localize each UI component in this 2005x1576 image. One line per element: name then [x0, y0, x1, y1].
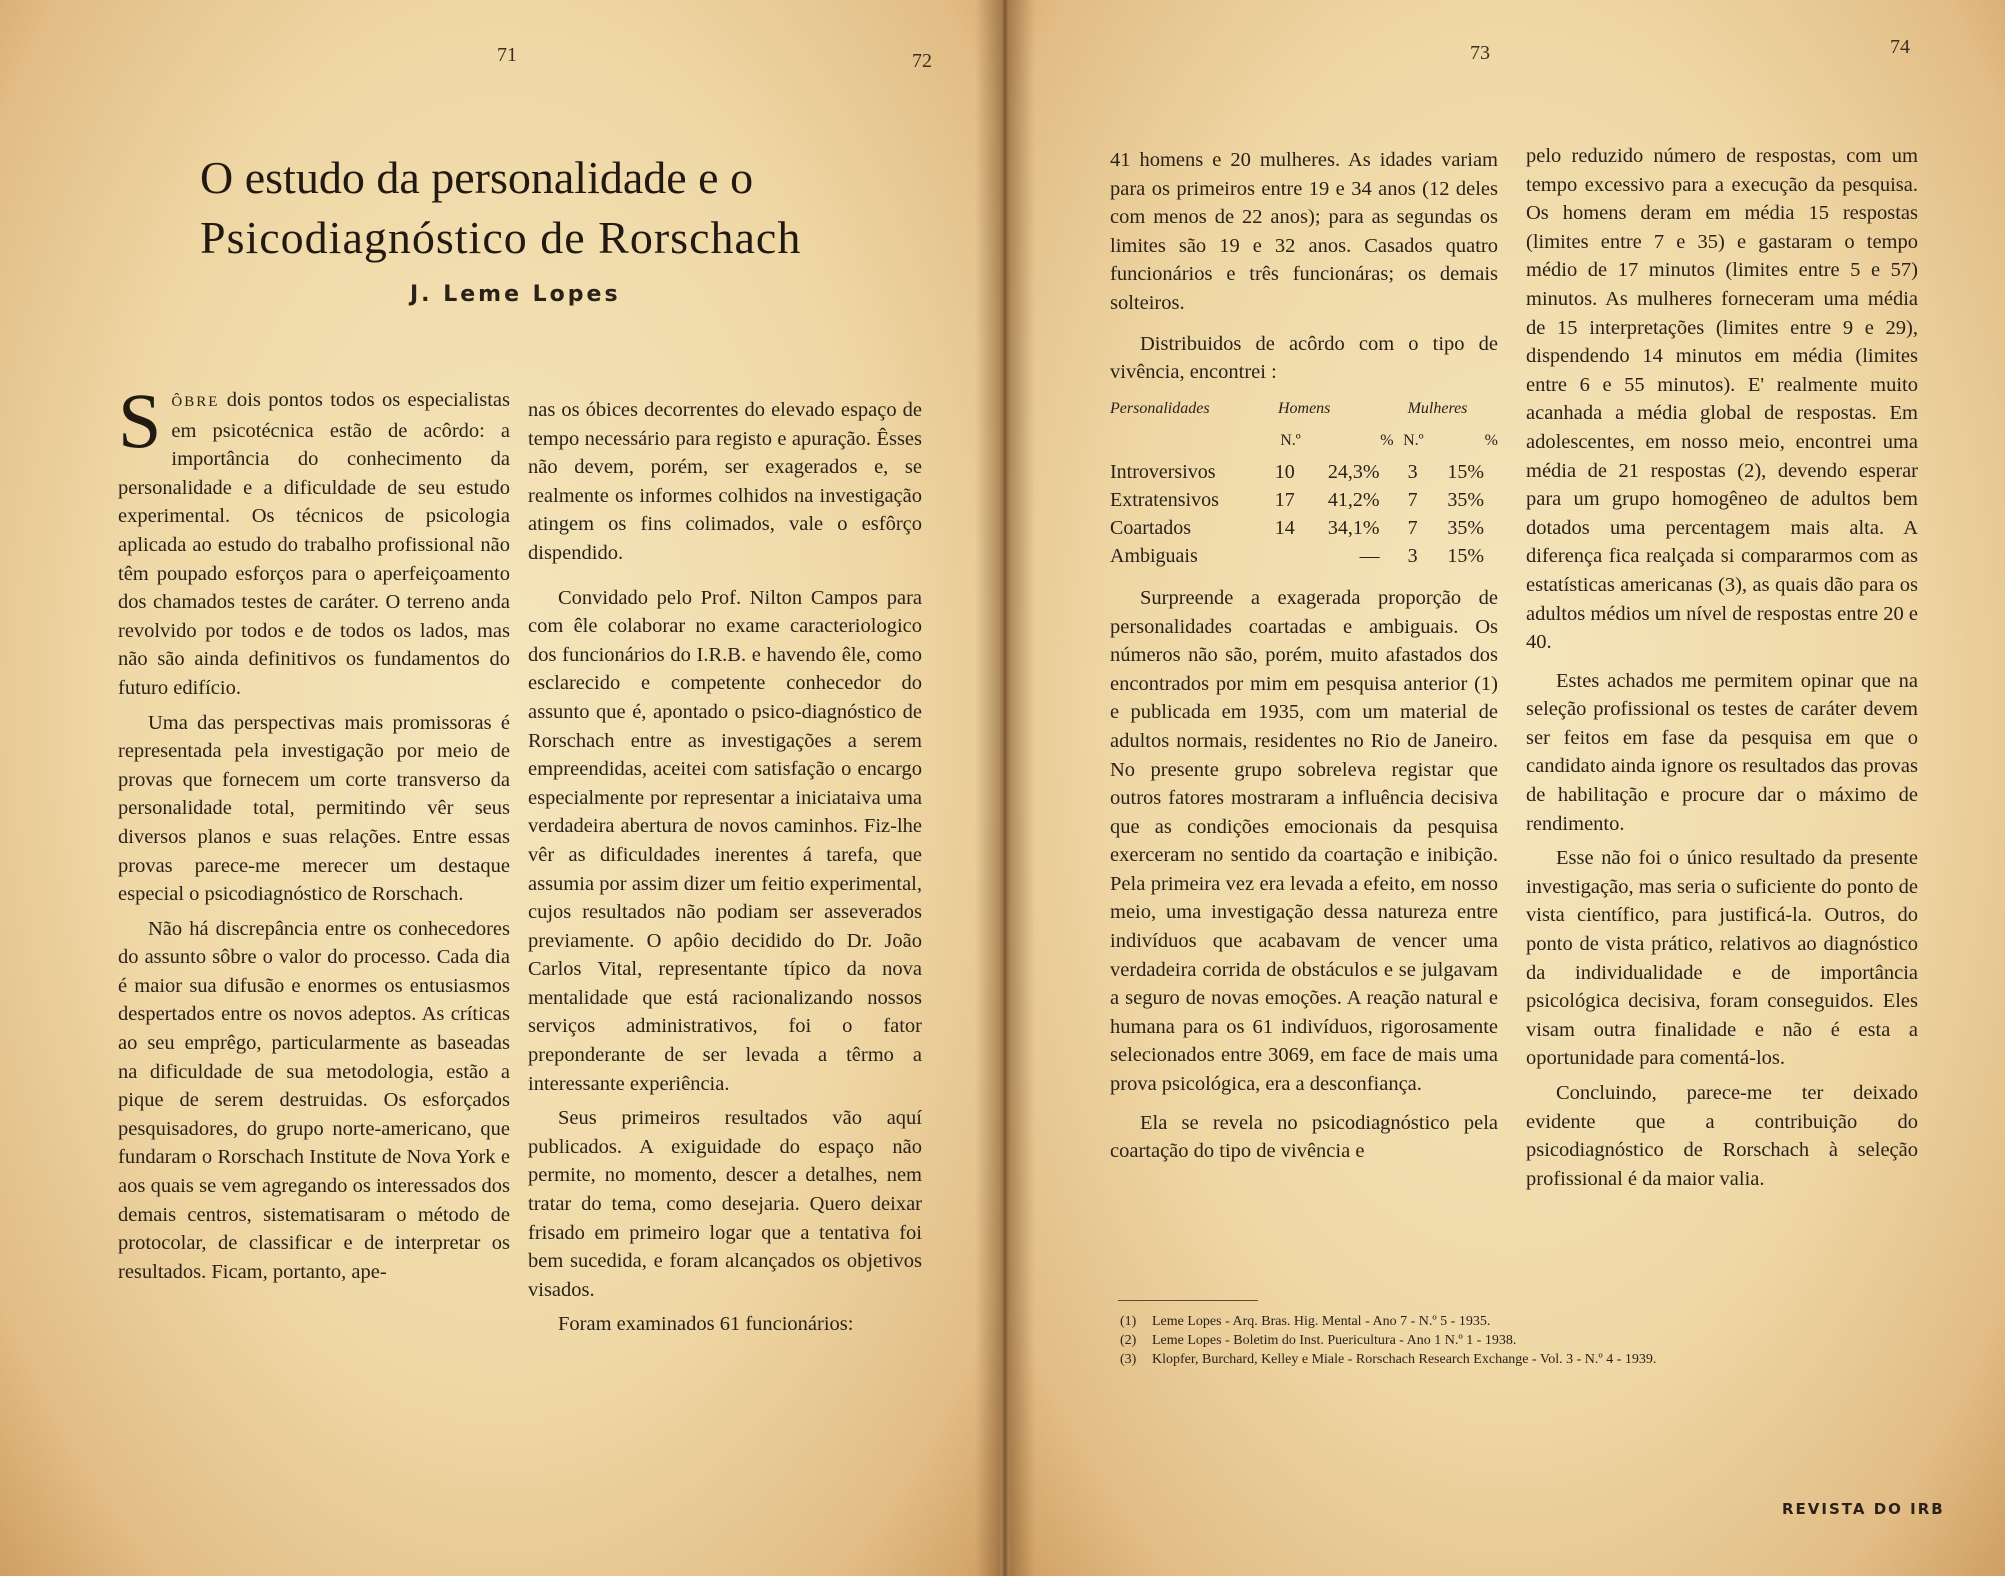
page-number-71: 71: [497, 44, 517, 66]
paragraph: Convidado pelo Prof. Nilton Campos para com êle colaborar no exame caracteriologico dos funcionários do I.R.B. e havendo êle, como esclarecido e competente conhecedor do assunto que é, apontado o psico-diagnóstico de Rorschach entre as investigações a serem empreendidas, aceitei com satisfação o encargo especialmente por representar a iniciataiva uma verdadeira abertura de novos caminhos. Fiz-lhe vêr as dificuldades inerentes á tarefa, que assumia por assim dizer um feitio experimental, cujos resultados não podiam ser asseverados previamente. O apôio decidido do Dr. João Carlos Vital, representante típico da nova mentalidade que está racionalizando nossos serviços administrativos, foi o fator preponderante de ser levada a têrmo a interessante experiência.: [528, 586, 922, 1095]
footnote-mark: (2): [1120, 1333, 1137, 1348]
journal-name: REVISTA DO IRB: [1782, 1500, 1945, 1518]
men-percent: 24,3%: [1327, 460, 1380, 483]
vivencia-table: [1110, 393, 1498, 570]
text-column-3: [1110, 146, 1498, 1166]
footnote-mark: (3): [1120, 1352, 1137, 1367]
paragraph: 41 homens e 20 mulheres. As idades variam para os primeiros entre 19 e 34 anos (12 deles com menos de 22 anos); para as segundas os limites são 19 e 32 anos. Casados quatro funcionários e três funcionáras; os demais solteiros.: [1110, 149, 1498, 314]
paragraph: Esse não foi o único resultado da presente investigação, mas seria o suficiente do ponto de vista científico, para justificá-la. Outros, do ponto de vista prático, relativos ao diagnóstico da individualidade e de importância psicológica decisiva, foram conseguidos. Eles visam outra finalidade e não é esta a oportunidade para comentá-los.: [1526, 847, 1918, 1070]
title-line-1: O estudo da personalidade e o: [200, 152, 754, 203]
footnote-text: Klopfer, Burchard, Kelley e Miale - Rorschach Research Exchange - Vol. 3 - N.º 4 - 1939.: [1152, 1352, 1657, 1367]
table-row: [1110, 542, 1498, 570]
paragraph-text: dois pontos todos os especialistas em psicotécnica estão de acôrdo: a importância do conhecimento da personalidade e a dificuldade de seu estudo experimental. Os técnicos de psicologia aplicada ao estudo do trabalho profissional não têm poupado esforços para o aperfeiçoamento dos chamados testes de caráter. O terreno anda revolvido por todos e de todos os lados, mas não são ainda definitivos os fundamentos do futuro edifício.: [118, 389, 510, 699]
men-count: 17: [1274, 488, 1295, 511]
row-label: Ambiguais: [1110, 544, 1198, 567]
page-number-72: 72: [912, 50, 932, 72]
drop-cap: S: [118, 377, 162, 464]
page-number-74: 74: [1890, 36, 1910, 58]
table-row: [1110, 486, 1498, 514]
men-percent: 34,1%: [1327, 516, 1380, 539]
table-header: Mulheres: [1407, 399, 1468, 417]
women-count: 3: [1407, 544, 1418, 567]
women-percent: 15%: [1447, 460, 1484, 483]
women-count: 7: [1407, 516, 1418, 539]
paragraph: Não há discrepância entre os conhecedores do assunto sôbre o valor do processo. Cada dia é maior sua difusão e enormes os entusiasmos despertados entre os novos adeptos. As críticas ao seu emprêgo, particularmente as baseadas na dificuldade de sua metodologia, estão a pique de serem destruidas. Os esforçados pesquisadores, do grupo norte-americano, que fundaram o Rorschach Institute de Nova York e aos quais se vem agregando os interessados dos demais centros, sistematisaram o método de protocolar, de classificar e de interpretar os resultados. Ficam, portanto, ape-: [118, 917, 510, 1283]
paragraph: Foram examinados 61 funcionários:: [558, 1313, 854, 1336]
footnote-text: Leme Lopes - Arq. Bras. Hig. Mental - Ano 7 - N.º 5 - 1935.: [1152, 1314, 1491, 1329]
paragraph: Estes achados me permitem opinar que na seleção profissional os testes de caráter devem ser feitos em fase da pesquisa em que o candidato ainda ignore os resultados das provas de habilitação e procure dar o máximo de rendimento.: [1526, 669, 1918, 835]
paragraph: Uma das perspectivas mais promissoras é representada pela investigação por meio de provas que fornecem um corte transverso da personalidade total, permitindo vêr seus diversos planos e suas relações. Entre essas provas parece-me merecer um destaque especial o psicodiagnóstico de Rorschach.: [118, 711, 510, 906]
paragraph: Seus primeiros resultados vão aquí publicados. A exiguidade do espaço não permite, no momento, descer a detalhes, nem tratar do tema, como desejaria. Quero deixar frisado em primeiro logar que a tentativa foi bem sucedida, e foram alcançados os objetivos visados.: [528, 1107, 922, 1301]
women-count: 3: [1407, 460, 1418, 483]
men-count: 10: [1274, 460, 1295, 483]
article-title: [200, 148, 880, 268]
text-column-2: [528, 396, 922, 1339]
paragraph: [118, 377, 510, 703]
footnote-3: [1120, 1350, 1880, 1369]
page-number-73: 73: [1470, 42, 1490, 64]
table-row: [1110, 458, 1498, 486]
men-percent: 41,2%: [1327, 488, 1380, 511]
footnote-text: Leme Lopes - Boletim do Inst. Puericultura - Ano 1 N.º 1 - 1938.: [1152, 1333, 1517, 1348]
table-subheader: N.º: [1403, 432, 1424, 450]
men-percent: —: [1359, 544, 1380, 567]
row-label: Coartados: [1110, 516, 1192, 539]
article-author: J. Leme Lopes: [410, 282, 621, 307]
table-subheader: %: [1380, 432, 1394, 450]
paragraph: pelo reduzido número de respostas, com um tempo excessivo para a execução da pesquisa. Os homens deram em média 15 respostas (limites entre 7 e 35) e gastaram o tempo médio de 17 minutos (limites entre 5 e 57) minutos. As mulheres forneceram uma média de 15 interpretações (limites entre 9 e 29), dispendendo 14 minutos em média (limites entre 6 e 55 minutos). E' realmente muito acanhada a média global de respostas. Em adolescentes, em nosso meio, encontrei uma média de 21 respostas (2), devendo esperar para um grupo homogêneo de adultos bem dotados uma percentagem mais alta. A diferença fica realçada si compararmos com as estatísticas americanas (3), as quais dão para os adultos médios um nível de respostas entre 20 e 40.: [1526, 145, 1918, 654]
women-percent: 15%: [1447, 544, 1484, 567]
men-count: 14: [1274, 516, 1295, 539]
table-header: Personalidades: [1110, 399, 1210, 417]
text-column-4: [1526, 142, 1918, 1193]
footnotes: [1120, 1312, 1880, 1369]
footnote-rule: [1118, 1300, 1258, 1301]
book-gutter: [975, 0, 1035, 1576]
paragraph: Concluindo, parece-me ter deixado evidente que a contribuição do psicodiagnóstico de Rorschach à seleção profissional é da maior valia.: [1526, 1082, 1918, 1190]
paragraph: Ela se revela no psicodiagnóstico pela coartação do tipo de vivência e: [1110, 1111, 1498, 1163]
table-header: Homens: [1277, 399, 1331, 417]
table-row: [1110, 514, 1498, 542]
paragraph: nas os óbices decorrentes do elevado espaço de tempo necessário para registo e apuração. Êsses não devem, porém, ser exagerados e, se realmente os informes colhidos na investigação atingem os fins colimados, vale o esfôrço dispendido.: [528, 399, 922, 564]
table-subheader-empty: [1110, 425, 1264, 458]
table-subheader-row: [1110, 425, 1498, 458]
women-percent: 35%: [1447, 516, 1484, 539]
women-count: 7: [1407, 488, 1418, 511]
row-label: Extratensivos: [1110, 488, 1219, 511]
table-subheader: N.º: [1280, 432, 1301, 450]
paragraph: Distribuidos de acôrdo com o tipo de vivência, encontrei :: [1110, 332, 1498, 384]
footnote-mark: (1): [1120, 1314, 1137, 1329]
footnote-1: [1120, 1312, 1880, 1331]
row-label: Introversivos: [1110, 460, 1216, 483]
table-subheader: %: [1484, 432, 1498, 450]
small-caps-lead: ÔBRE: [171, 394, 220, 410]
paragraph: Surpreende a exagerada proporção de personalidades coartadas e ambiguais. Os números não são, porém, muito afastados dos encontrados por mim em pesquisa anterior (1) e publicada em 1935, com um material de adultos normais, residentes no Rio de Janeiro. No presente grupo sobreleva registar que outros fatores mostraram a influência decisiva que as condições emocionais da pesquisa exerceram no sentido da coartação e inibição. Pela primeira vez era levada a efeito, em nosso meio, uma investigação dessa natureza entre indivíduos que acabavam de vencer uma verdadeira corrida de obstáculos e se julgavam a seguro de novas emoções. A reação natural e humana para os 61 indivíduos, rigorosamente selecionados entre 3069, em face de mais uma prova psicológica, era a desconfiança.: [1110, 586, 1498, 1096]
men-count: [1264, 542, 1301, 570]
footnote-2: [1120, 1331, 1880, 1350]
title-line-2: Psicodiagnóstico de Rorschach: [200, 212, 802, 263]
women-percent: 35%: [1447, 488, 1484, 511]
text-column-1: [118, 377, 510, 1286]
table-header-row: [1110, 393, 1498, 426]
